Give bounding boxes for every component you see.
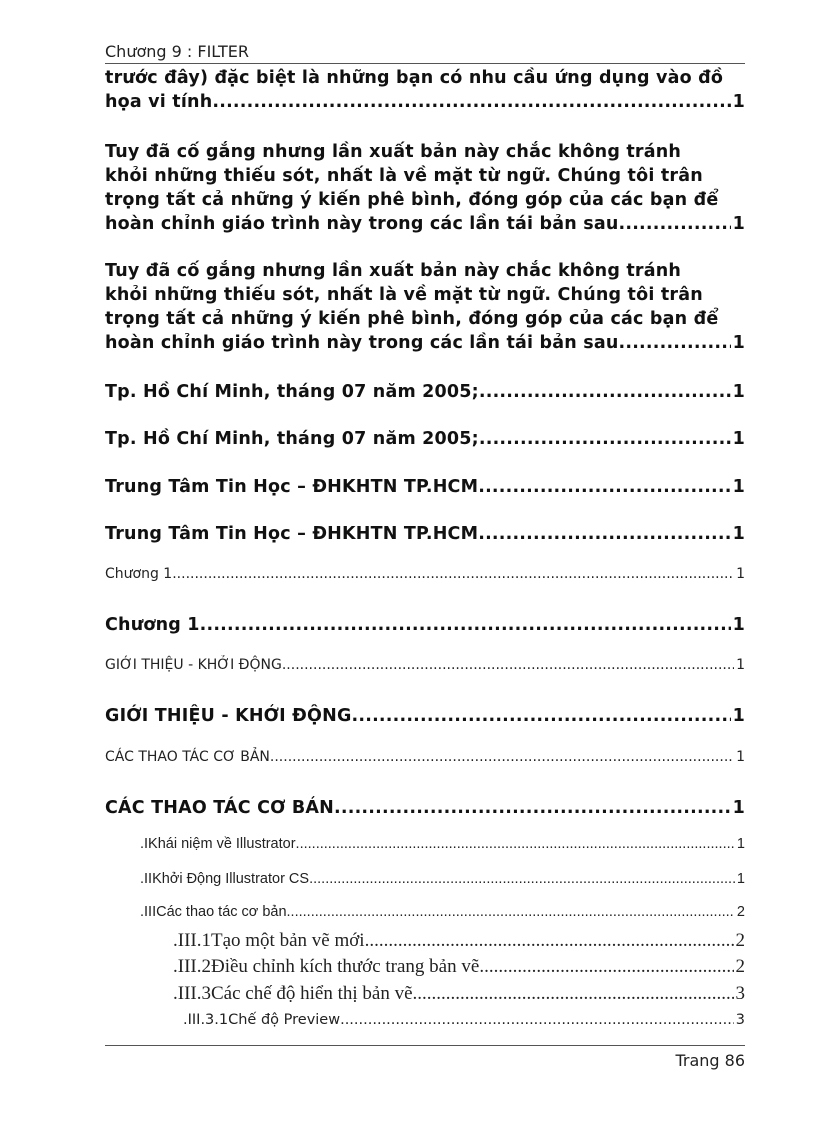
dot-leader bbox=[619, 212, 731, 236]
dot-leader bbox=[282, 655, 734, 675]
toc-entry[interactable] bbox=[173, 929, 745, 953]
toc-entry-text: .IIKhởi Động Illustrator CS bbox=[140, 871, 310, 887]
toc-entry[interactable] bbox=[173, 955, 745, 979]
toc-entry[interactable] bbox=[105, 475, 745, 499]
toc-entry-text: trọng tất cả những ý kiến phê bình, đóng góp của các bạn để bbox=[105, 309, 719, 329]
toc-entry-text: .III.3.1Chế độ Preview bbox=[183, 1012, 341, 1028]
toc-entry[interactable] bbox=[140, 902, 745, 922]
dot-leader bbox=[478, 475, 730, 499]
dot-leader bbox=[352, 704, 731, 728]
toc-page-number: 3 bbox=[735, 983, 745, 1004]
toc-entry-text: Chương 1 bbox=[105, 615, 200, 635]
toc-page-number: 1 bbox=[736, 871, 745, 887]
toc-page-number: 3 bbox=[735, 1012, 745, 1028]
toc-entry[interactable] bbox=[105, 564, 745, 584]
toc-entry-text: khỏi những thiếu sót, nhất là về mặt từ ngữ. Chúng tôi trân bbox=[105, 166, 703, 186]
toc-page-number: 2 bbox=[736, 904, 745, 920]
toc-page-number: 1 bbox=[732, 214, 745, 234]
dot-leader bbox=[340, 1010, 734, 1030]
toc-entry[interactable] bbox=[105, 380, 745, 404]
toc-entry[interactable] bbox=[105, 655, 745, 675]
toc-page-number: 1 bbox=[732, 382, 745, 402]
toc-page-number: 1 bbox=[732, 706, 745, 726]
toc-page-number: 1 bbox=[732, 615, 745, 635]
toc-page-number: 1 bbox=[736, 566, 745, 582]
toc-entry[interactable] bbox=[105, 66, 745, 114]
toc-entry-text: CÁC THAO TÁC CƠ BẢN bbox=[105, 749, 270, 765]
chapter-title: Chương 9 : FILTER bbox=[105, 42, 249, 61]
toc-entry-text: Tuy đã cố gắng nhưng lần xuất bản này chắc không tránh bbox=[105, 142, 682, 162]
toc-entry-text: CÁC THAO TÁC CƠ BẢN bbox=[105, 798, 335, 818]
dot-leader bbox=[619, 331, 731, 355]
dot-leader bbox=[334, 796, 731, 820]
toc-page-number: 1 bbox=[732, 477, 745, 497]
toc-entry[interactable] bbox=[105, 427, 745, 451]
toc-page-number: 1 bbox=[732, 333, 745, 353]
toc-page-number: 1 bbox=[732, 524, 745, 544]
toc-entry-text: Trung Tâm Tin Học – ĐHKHTN TP.HCM bbox=[105, 524, 479, 544]
toc-page-number: 1 bbox=[736, 657, 745, 673]
toc-entry-text: GIỚI THIỆU - KHỞI ĐỘNG bbox=[105, 657, 282, 673]
toc-entry[interactable] bbox=[140, 869, 745, 889]
dot-leader bbox=[212, 90, 730, 114]
dot-leader bbox=[309, 869, 735, 889]
toc-entry-text: hoàn chỉnh giáo trình này trong các lần tái bản sau bbox=[105, 333, 619, 353]
toc-entry-text: .III.2Điều chỉnh kích thước trang bản vẽ bbox=[173, 956, 480, 977]
toc-entry-text: Trung Tâm Tin Học – ĐHKHTN TP.HCM bbox=[105, 477, 479, 497]
toc-page-number: 1 bbox=[732, 92, 745, 112]
dot-leader bbox=[270, 747, 734, 767]
dot-leader bbox=[365, 929, 734, 953]
dot-leader bbox=[479, 955, 733, 979]
dot-leader bbox=[200, 613, 731, 637]
toc-page-number: 1 bbox=[732, 429, 745, 449]
toc-entry[interactable] bbox=[140, 834, 745, 854]
toc-entry-text: Tp. Hồ Chí Minh, tháng 07 năm 2005; bbox=[105, 429, 479, 449]
dot-leader bbox=[413, 982, 734, 1006]
toc-entry[interactable] bbox=[183, 1010, 745, 1030]
toc-page-number: 2 bbox=[735, 956, 745, 977]
toc-entry[interactable] bbox=[105, 522, 745, 546]
toc-entry-text: khỏi những thiếu sót, nhất là về mặt từ ngữ. Chúng tôi trân bbox=[105, 285, 703, 305]
dot-leader bbox=[479, 380, 731, 404]
dot-leader bbox=[296, 834, 735, 854]
toc-entry-text: họa vi tính bbox=[105, 92, 213, 112]
page-number-label: Trang 86 bbox=[675, 1051, 745, 1070]
toc-entry-text: hoàn chỉnh giáo trình này trong các lần tái bản sau bbox=[105, 214, 619, 234]
toc-entry[interactable] bbox=[105, 704, 745, 728]
toc-page-number: 1 bbox=[732, 798, 745, 818]
page-header bbox=[105, 42, 745, 64]
toc-entry-text: trọng tất cả những ý kiến phê bình, đóng góp của các bạn để bbox=[105, 190, 719, 210]
toc-entry[interactable] bbox=[105, 796, 745, 820]
toc-page-number: 1 bbox=[736, 749, 745, 765]
page-footer bbox=[675, 1051, 745, 1070]
dot-leader bbox=[479, 427, 731, 451]
toc-page-number: 1 bbox=[736, 836, 745, 852]
toc-entry[interactable] bbox=[105, 259, 745, 355]
toc-entry-text: Tuy đã cố gắng nhưng lần xuất bản này chắc không tránh bbox=[105, 261, 682, 281]
footer-divider bbox=[105, 1045, 745, 1046]
toc-entry-text: Tp. Hồ Chí Minh, tháng 07 năm 2005; bbox=[105, 382, 479, 402]
dot-leader bbox=[478, 522, 730, 546]
toc-entry[interactable] bbox=[105, 747, 745, 767]
toc-page-number: 2 bbox=[735, 930, 745, 951]
toc-entry-text: .IIICác thao tác cơ bản bbox=[140, 904, 287, 920]
toc-entry[interactable] bbox=[105, 140, 745, 236]
toc-entry-text: .IKhái niệm về Illustrator bbox=[140, 836, 296, 852]
toc-entry-text: .III.1Tạo một bản vẽ mới bbox=[173, 930, 365, 951]
toc-entry-text: Chương 1 bbox=[105, 566, 173, 582]
dot-leader bbox=[172, 564, 734, 584]
toc-entry-text: trước đây) đặc biệt là những bạn có nhu cầu ứng dụng vào đồ bbox=[105, 68, 724, 88]
toc-entry[interactable] bbox=[173, 982, 745, 1006]
toc-entry-text: .III.3Các chế độ hiển thị bản vẽ bbox=[173, 983, 413, 1004]
dot-leader bbox=[287, 902, 735, 922]
toc-entry[interactable] bbox=[105, 613, 745, 637]
toc-entry-text: GIỚI THIỆU - KHỞI ĐỘNG bbox=[105, 706, 352, 726]
